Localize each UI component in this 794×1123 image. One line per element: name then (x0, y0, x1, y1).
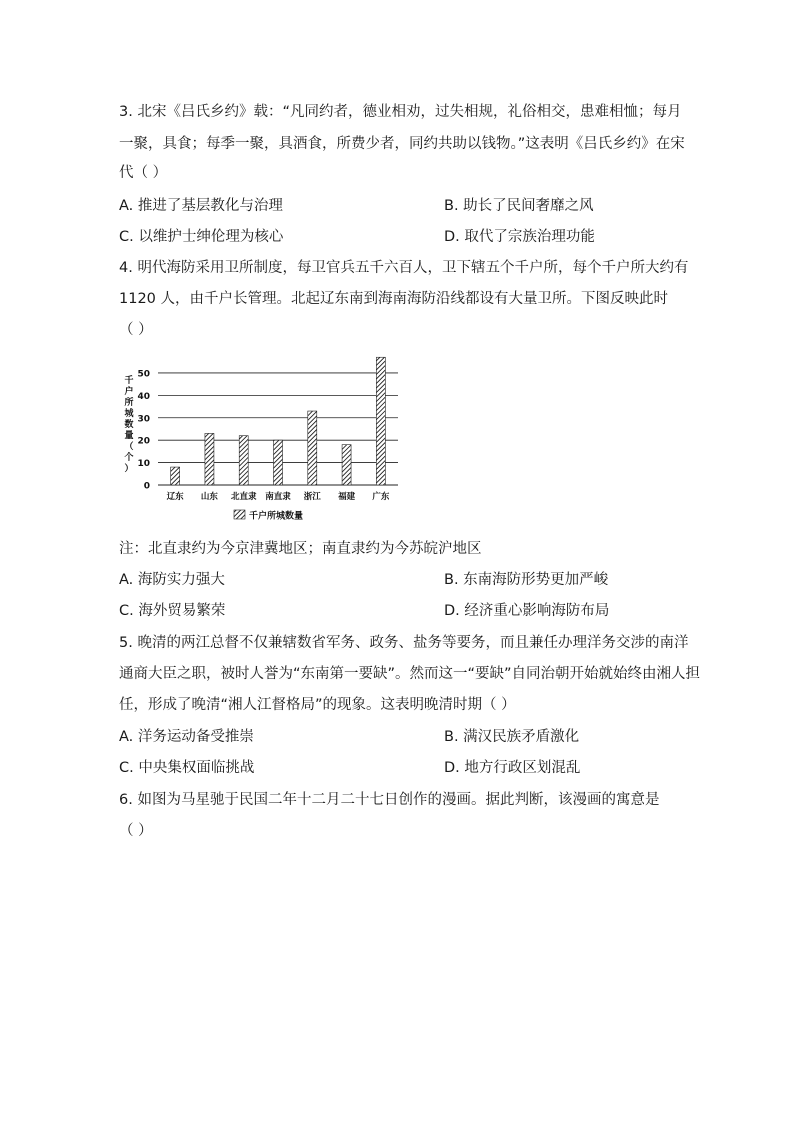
bar (171, 467, 180, 485)
bar (342, 445, 351, 485)
y-tick-label: 40 (137, 391, 150, 402)
q4-option-b: B. 东南海防形势更加严峻 (444, 572, 609, 588)
x-tick-label: 北直隶 (230, 492, 257, 502)
legend-swatch (234, 510, 245, 519)
x-tick-label: 辽东 (166, 492, 184, 502)
q5-option-d: D. 地方行政区划混乱 (444, 760, 581, 776)
q4-option-c: C. 海外贸易繁荣 (119, 603, 226, 619)
bar (308, 411, 317, 485)
chart-legend (234, 510, 303, 522)
y-axis-label: 千户所城数量（个） (124, 376, 134, 474)
q5-stem-line-3: 任，形成了晚清“湘人江督格局”的现象。这表明晚清时期（ ） (119, 697, 516, 713)
y-tick-label: 30 (137, 414, 150, 425)
q3-option-d: D. 取代了宗族治理功能 (444, 229, 595, 245)
q3-option-a: A. 推进了基层教化与治理 (119, 198, 283, 214)
x-tick-label: 福建 (338, 492, 356, 502)
q4-stem-line-1: 4. 明代海防采用卫所制度，每卫官兵五千六百人，卫下辖五个千户所，每个千户所大约有 (119, 260, 689, 276)
chart-bars (171, 357, 386, 485)
q4-chart-note: 注：北直隶约为今京津冀地区；南直隶约为今苏皖沪地区 (119, 541, 482, 557)
q6-stem-line-1: 6. 如图为马星驰于民国二年十二月二十七日创作的漫画。据此判断，该漫画的寓意是 (119, 792, 660, 808)
y-tick-label: 0 (143, 481, 150, 492)
chart-x-ticks (167, 491, 390, 502)
fort-count-bar-chart (118, 347, 418, 527)
q4-stem-line-2: 1120 人，由千户长管理。北起辽东南到海南海防沿线都设有大量卫所。下图反映此时 (119, 291, 669, 307)
bar (274, 440, 283, 485)
bar (239, 436, 248, 485)
q3-option-c: C. 以维护士绅伦理为核心 (119, 229, 284, 245)
q5-option-c: C. 中央集权面临挑战 (119, 760, 255, 776)
q5-stem-line-2: 通商大臣之职，被时人誉为“东南第一要缺”。然而这一“要缺”自同治朝开始就始终由湘人担 (119, 666, 701, 682)
y-tick-label: 20 (137, 436, 150, 447)
q6-stem-line-2: （ ） (119, 823, 153, 839)
q5-stem-line-1: 5. 晚清的两江总督不仅兼辖数省军务、政务、盐务等要务，而且兼任办理洋务交涉的南洋 (119, 635, 689, 651)
x-tick-label: 广东 (372, 492, 390, 502)
y-tick-label: 50 (137, 369, 150, 380)
q3-option-b: B. 助长了民间奢靡之风 (444, 198, 594, 214)
bar (205, 433, 214, 485)
x-tick-label: 山东 (200, 492, 218, 502)
q4-option-a: A. 海防实力强大 (119, 572, 225, 588)
bar (376, 357, 385, 485)
y-tick-label: 10 (137, 459, 150, 470)
q3-stem-line-3: 代（ ） (119, 165, 168, 181)
q4-option-d: D. 经济重心影响海防布局 (444, 603, 610, 619)
q5-option-b: B. 满汉民族矛盾激化 (444, 729, 580, 745)
chart-y-ticks (137, 369, 150, 491)
q3-stem-line-2: 一聚，具食；每季一聚，具酒食，所费少者，同约共助以钱物。”这表明《吕氏乡约》在宋 (119, 136, 685, 152)
q4-stem-line-3: （ ） (119, 322, 153, 338)
q5-option-a: A. 洋务运动备受推崇 (119, 729, 254, 745)
q3-stem-line-1: 3. 北宋《吕氏乡约》载：“凡同约者，德业相劝，过失相规，礼俗相交，患难相恤；每月 (119, 104, 682, 120)
x-tick-label: 南直隶 (265, 492, 291, 502)
legend-label: 千户所城数量 (249, 511, 304, 522)
chart-y-axis-label (124, 374, 134, 474)
x-tick-label: 浙江 (303, 492, 321, 502)
